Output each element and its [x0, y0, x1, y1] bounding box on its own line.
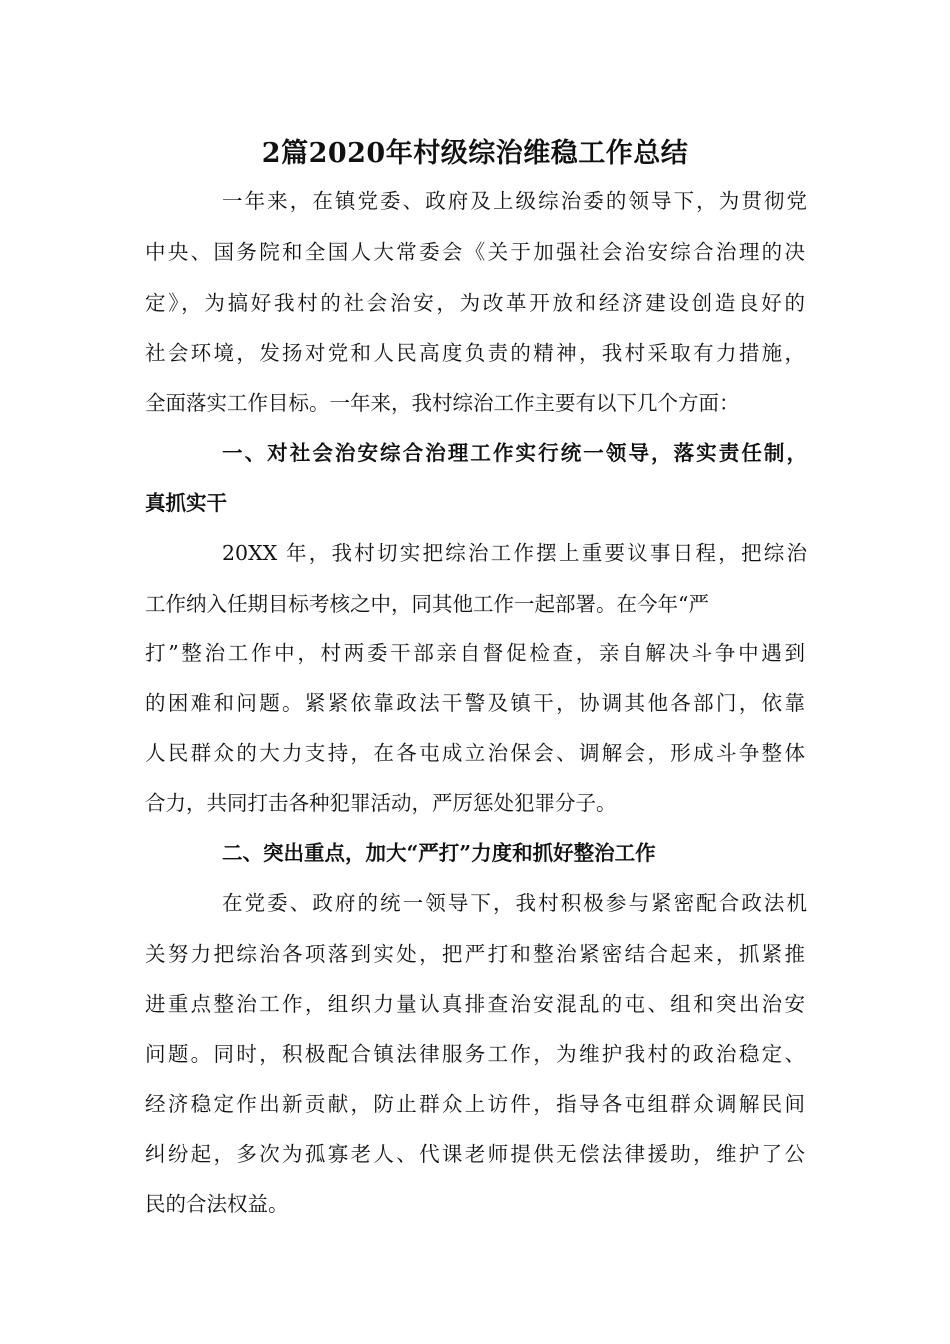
- section2-line: 经济稳定作出新贡献，防止群众上访件，指导各屯组群众调解民间: [145, 1092, 805, 1116]
- section1-line: 20XX 年，我村切实把综治工作摆上重要议事日程，把综治: [222, 541, 807, 565]
- section1-line: 工作纳入任期目标考核之中，同其他工作一起部署。在今年“严: [145, 592, 709, 616]
- section2-line: 问题。同时，积极配合镇法律服务工作，为维护我村的政治稳定、: [145, 1042, 805, 1066]
- intro-line: 中央、国务院和全国人大常委会《关于加强社会治安综合治理的决: [145, 240, 805, 264]
- section2-line: 纠纷起，多次为孤寡老人、代课老师提供无偿法律援助，维护了公: [145, 1142, 805, 1166]
- section1-heading-cont: 真抓实干: [145, 491, 227, 515]
- section1-line: 合力，共同打击各种犯罪活动，严厉惩处犯罪分子。: [145, 791, 617, 815]
- section2-line: 民的合法权益。: [145, 1192, 289, 1216]
- intro-line: 定》，为搞好我村的社会治安，为改革开放和经济建设创造良好的: [145, 291, 805, 315]
- intro-line: 社会环境，发扬对党和人民高度负责的精神，我村采取有力措施，: [145, 341, 805, 365]
- intro-line: 一年来，在镇党委、政府及上级综治委的领导下，为贯彻党: [222, 189, 807, 213]
- document-title: 2篇2020年村级综治维稳工作总结: [261, 138, 689, 169]
- section2-line: 进重点整治工作，组织力量认真排查治安混乱的屯、组和突出治安: [145, 992, 805, 1016]
- section1-line: 的困难和问题。紧紧依靠政法干警及镇干，协调其他各部门，依靠: [145, 691, 805, 715]
- section2-line: 关努力把综治各项落到实处，把严打和整治紧密结合起来，抓紧推: [145, 942, 805, 966]
- section1-heading: 一、对社会治安综合治理工作实行统一领导，落实责任制，: [222, 441, 807, 465]
- section2-line: 在党委、政府的统一领导下，我村积极参与紧密配合政法机: [222, 891, 807, 915]
- section1-line: 打”整治工作中，村两委干部亲自督促检查，亲自解决斗争中遇到: [145, 641, 805, 665]
- intro-line: 全面落实工作目标。一年来，我村综治工作主要有以下几个方面：: [145, 391, 740, 415]
- section1-line: 人民群众的大力支持，在各屯成立治保会、调解会，形成斗争整体: [145, 741, 805, 765]
- section2-heading: 二、突出重点，加大“严打”力度和抓好整治工作: [222, 841, 656, 865]
